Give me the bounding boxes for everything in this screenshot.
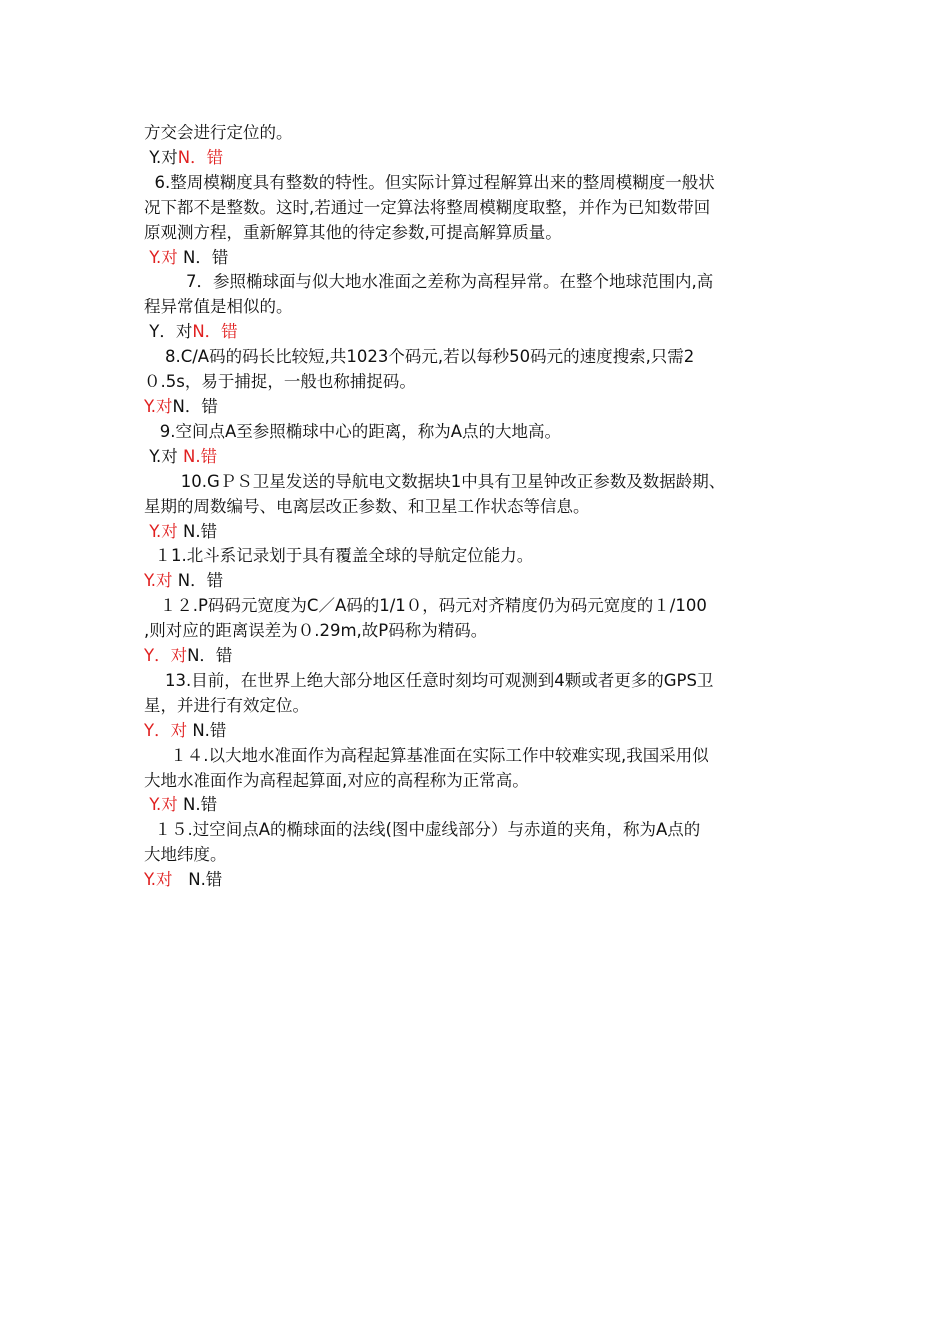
answer-yes: Y.对 [144, 870, 173, 890]
answer-yes: Y.对 [144, 571, 173, 591]
question-8-line: ０.5s，易于捕捉，一般也称捕捉码。 [144, 372, 416, 392]
question-12-line: ,则对应的距离误差为０.29m,故P码称为精码。 [144, 621, 488, 641]
question-5-answer [144, 146, 816, 171]
question-6-line: 况下都不是整数。这时,若通过一定算法将整周模糊度取整，并作为已知数带回 [144, 197, 711, 217]
answer-no: N．错 [172, 396, 218, 416]
question-11-answer [144, 569, 816, 594]
question-14-line: 大地水准面作为高程起算面,对应的高程称为正常高。 [144, 770, 529, 790]
question-14-line: １４.以大地水准面作为高程起算基准面在实际工作中较难实现,我国采用似 [144, 745, 709, 765]
question-13-line: 13.目前，在世界上绝大部分地区任意时刻均可观测到4颗或者更多的GPS卫 [144, 670, 714, 690]
answer-yes: Y.对 [144, 147, 178, 167]
question-8-answer [144, 395, 816, 420]
question-12-answer [144, 644, 816, 669]
question-11-line: １1.北斗系记录划于具有覆盖全球的导航定位能力。 [144, 546, 534, 566]
answer-no: N.错 [182, 521, 218, 541]
question-12-line: １２.P码码元宽度为C／A码的1/1０，码元对齐精度仍为码元宽度的１/100 [144, 596, 707, 616]
question-10-answer [144, 520, 816, 545]
question-9-line: 9.空间点A至参照椭球中心的距离，称为A点的大地高。 [144, 421, 562, 441]
question-13-line: 星，并进行有效定位。 [144, 695, 309, 715]
question-9-answer [144, 445, 816, 470]
answer-yes: Y．对 [144, 646, 188, 666]
answer-no: N．错 [177, 571, 224, 591]
question-10-line: 10.GＰＳ卫星发送的导航电文数据块1中具有卫星钟改正参数及数据龄期、 [144, 471, 726, 491]
question-15-line: １５.过空间点A的椭球面的法线(图中虚线部分）与赤道的夹角，称为A点的 [144, 820, 701, 840]
question-7-answer [144, 320, 816, 345]
answer-yes: Y.对 [144, 521, 178, 541]
question-14-answer [144, 793, 816, 818]
answer-yes: Y.对 [144, 396, 173, 416]
question-6-line: 原观测方程，重新解算其他的待定参数,可提高解算质量。 [144, 222, 562, 242]
answer-no: N.错 [192, 720, 227, 740]
answer-yes: Y.对 [144, 446, 178, 466]
answer-no: N.错 [182, 795, 218, 815]
question-5-tail: 方交会进行定位的。 [144, 123, 293, 142]
answer-yes: Y．对 [144, 322, 193, 342]
answer-yes: Y.对 [144, 247, 178, 267]
question-15-line: 大地纬度。 [144, 845, 227, 865]
answer-yes: Y.对 [144, 795, 178, 815]
answer-no: N．错 [187, 646, 233, 666]
question-8-line: 8.C/A码的码长比较短,共1023个码元,若以每秒50码元的速度搜索,只需2 [144, 347, 695, 367]
question-7-line: 7．参照椭球面与似大地水准面之差称为高程异常。在整个地球范围内,高 [144, 272, 714, 292]
question-13-answer [144, 719, 816, 744]
answer-no: N．错 [192, 322, 238, 342]
answer-no: N．错 [182, 247, 229, 267]
answer-no: N．错 [177, 147, 224, 167]
answer-no: N.错 [182, 446, 218, 466]
question-7-line: 程异常值是相似的。 [144, 297, 293, 317]
answer-no: N.错 [177, 870, 223, 890]
question-15-answer [144, 868, 816, 893]
question-list [144, 121, 816, 893]
question-6-answer [144, 246, 816, 271]
question-10-line: 星期的周数编号、电离层改正参数、和卫星工作状态等信息。 [144, 496, 590, 516]
question-6-line: 6.整周模糊度具有整数的特性。但实际计算过程解算出来的整周模糊度一般状 [144, 172, 715, 192]
answer-yes: Y．对 [144, 720, 188, 740]
